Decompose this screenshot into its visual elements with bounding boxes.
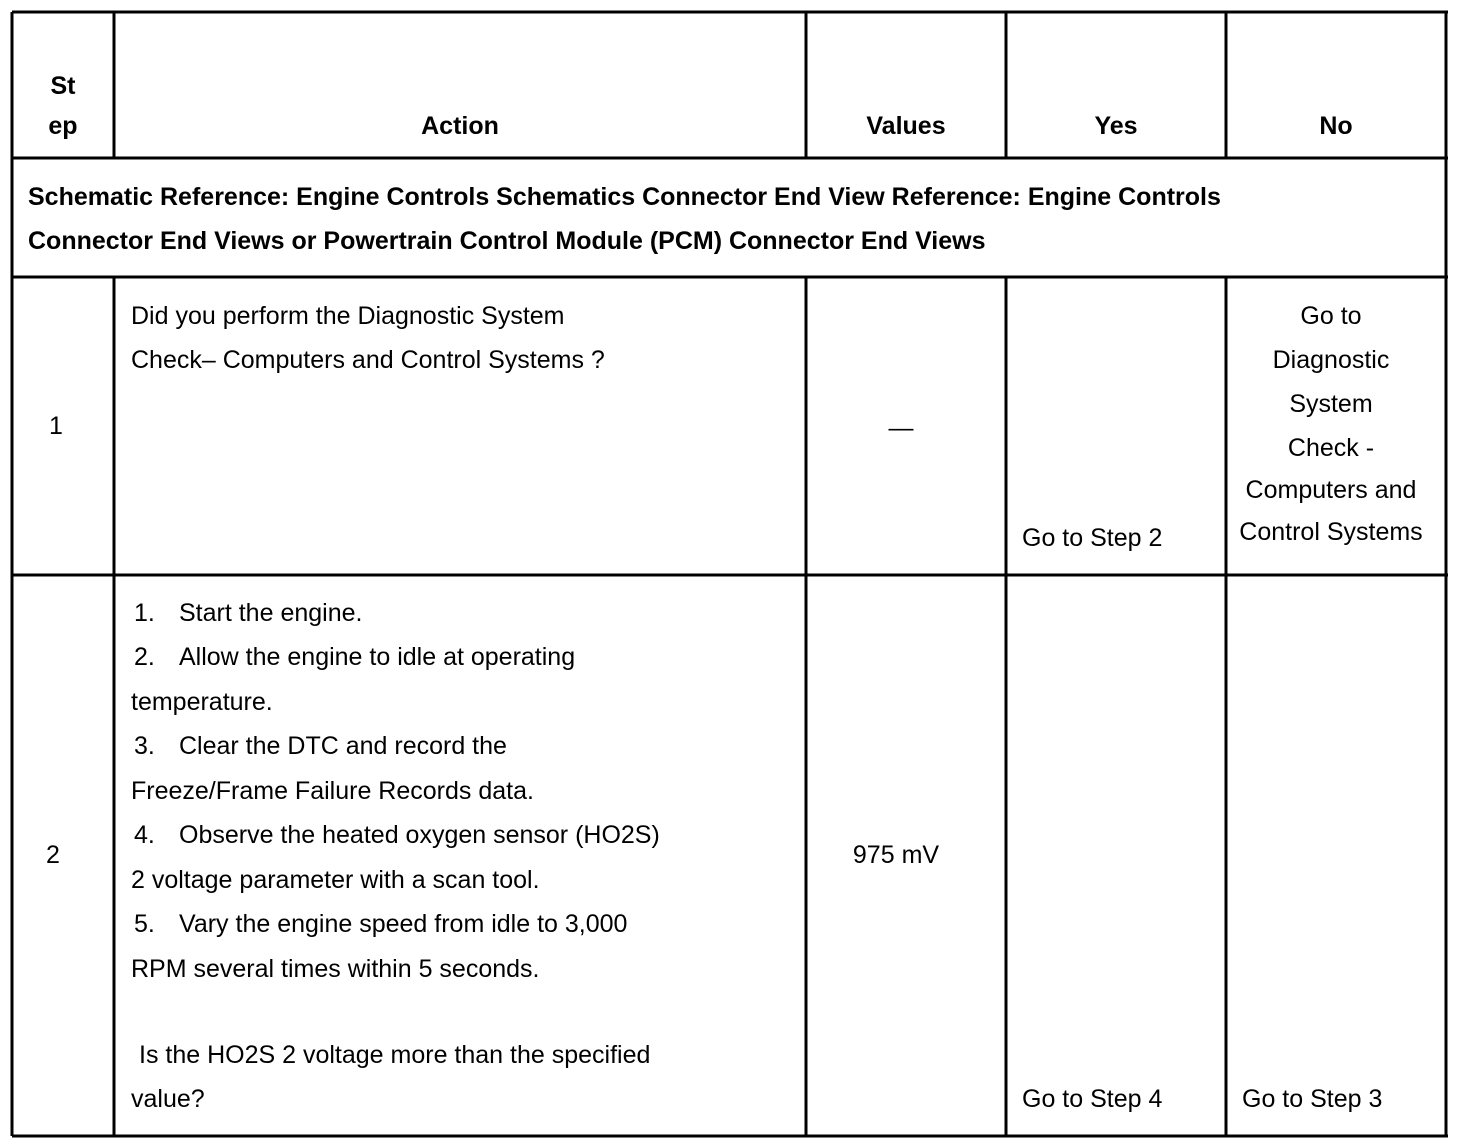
row2-item-4-number: 4. — [134, 821, 155, 849]
row1-no-line-5: Computers and — [1245, 476, 1417, 504]
header-no-label: No — [1319, 112, 1353, 140]
row2-no: Go to Step 3 — [1242, 1085, 1383, 1113]
row1-step: 1 — [49, 411, 63, 440]
row2-step-item-5 — [134, 902, 627, 946]
row2-item-2-continuation: temperature. — [131, 688, 273, 716]
row2-item-4-continuation: 2 voltage parameter with a scan tool. — [131, 866, 540, 894]
row2-item-1-text: Start the engine. — [179, 599, 363, 627]
header-values-label: Values — [866, 112, 946, 140]
row2-yes: Go to Step 4 — [1022, 1085, 1163, 1113]
header-action-label: Action — [421, 112, 499, 140]
row2-item-1-number: 1. — [134, 599, 155, 627]
row2-item-3-text: Clear the DTC and record the — [179, 732, 507, 760]
row2-step-item-2 — [134, 635, 575, 679]
row2-item-5-continuation: RPM several times within 5 seconds. — [131, 955, 540, 983]
header-step-line1: St — [50, 72, 76, 100]
row2-question-line-1: Is the HO2S 2 voltage more than the specified — [139, 1041, 651, 1069]
reference-line-1: Schematic Reference: Engine Controls Schematics Connector End View Reference: Engine Controls — [28, 183, 1221, 211]
row2-item-3-number: 3. — [134, 732, 155, 760]
row1-value: — — [888, 413, 914, 442]
row1-no-line-4: Check - — [1287, 434, 1375, 462]
row1-yes: Go to Step 2 — [1022, 524, 1163, 552]
header-values — [806, 12, 1006, 146]
header-step — [12, 12, 114, 146]
row2-item-5-text: Vary the engine speed from idle to 3,000 — [179, 910, 628, 938]
row1-no — [1226, 294, 1436, 554]
row2-item-5-number: 5. — [134, 910, 155, 938]
row1-action-line-1: Did you perform the Diagnostic System — [131, 302, 565, 330]
header-step-line2: ep — [48, 112, 78, 140]
header-yes — [1006, 12, 1226, 146]
row1-no-line-3: System — [1289, 390, 1373, 418]
row2-step-item-3 — [134, 724, 507, 768]
header-no — [1226, 12, 1446, 146]
row2-item-2-number: 2. — [134, 643, 155, 671]
row1-action-line-2: Check– Computers and Control Systems ? — [131, 346, 605, 374]
header-yes-label: Yes — [1094, 112, 1138, 140]
row2-item-3-continuation: Freeze/Frame Failure Records data. — [131, 777, 534, 805]
row2-step-item-1 — [134, 591, 362, 635]
row2-step-item-4 — [134, 813, 660, 857]
header-action — [114, 12, 806, 146]
row2-step: 2 — [46, 841, 60, 869]
row1-no-line-1: Go to — [1300, 302, 1362, 330]
row2-item-4-text: Observe the heated oxygen sensor (HO2S) — [179, 821, 660, 849]
row1-no-line-2: Diagnostic — [1272, 346, 1390, 374]
row1-no-line-6: Control Systems — [1239, 518, 1423, 546]
row2-question-line-2: value? — [131, 1085, 205, 1113]
row2-item-2-text: Allow the engine to idle at operating — [179, 643, 576, 671]
reference-line-2: Connector End Views or Powertrain Control Module (PCM) Connector End Views — [28, 227, 986, 255]
row2-value: 975 mV — [852, 841, 940, 869]
